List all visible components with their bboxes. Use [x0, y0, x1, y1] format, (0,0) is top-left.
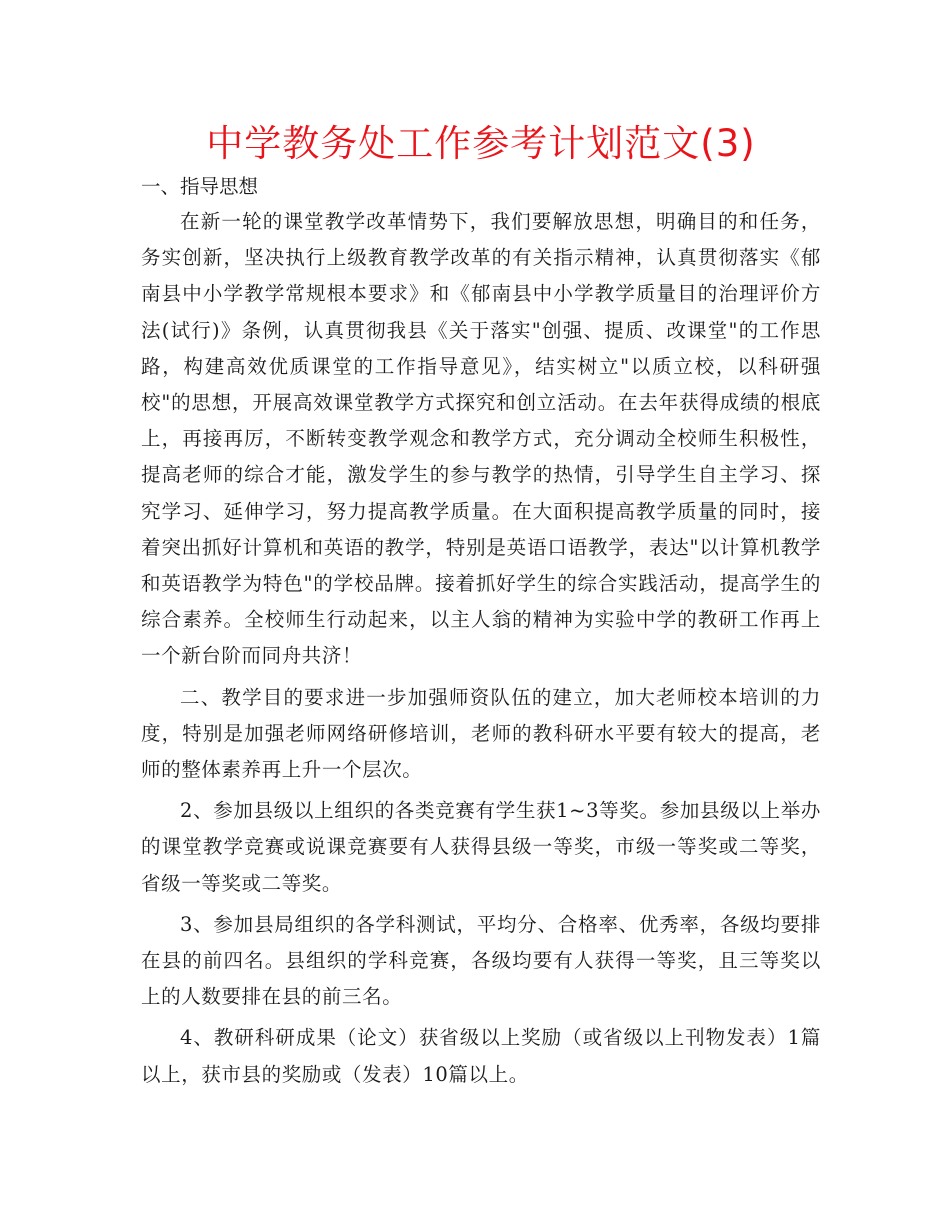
paragraph-guiding-thought: 在新一轮的课堂教学改革情势下，我们要解放思想，明确目的和任务，务实创新，坚决执行上级教育教学改革的有关指示精神，认真贯彻落实《郁南县中小学教学常规根本要求》和《郁南县中小学教学质量目的治理评价方法(试行)》条例，认真贯彻我县《关于落实"创强、提质、改课堂"的工作思路，构建高效优质课堂的工作指导意见》，结实树立"以质立校，以科研强校"的思想，开展高效课堂教学方式探究和创立活动。在去年获得成绩的根底上，再接再厉，不断转变教学观念和教学方式，充分调动全校师生积极性，提高老师的综合才能，激发学生的参与教学的热情，引导学生自主学习、探究学习、延伸学习，努力提高教学质量。在大面积提高教学质量的同时，接着突出抓好计算机和英语的教学，特别是英语口语教学，表达"以计算机教学和英语教学为特色"的学校品牌。接着抓好学生的综合实践活动，提高学生的综合素养。全校师生行动起来，以主人翁的精神为实验中学的教研工作再上一个新台阶而同舟共济！ [141, 210, 821, 668]
document-title: 中学教务处工作参考计划范文(3) [206, 122, 756, 165]
paragraph-teaching-goals: 二、教学目的要求进一步加强师资队伍的建立，加大老师校本培训的力度，特别是加强老师网络研修培训，老师的教科研水平要有较大的提高，老师的整体素养再上升一个层次。 [141, 685, 821, 782]
section-heading: 一、指导思想 [141, 175, 259, 198]
paragraph-item-2: 2、参加县级以上组织的各类竞赛有学生获1~3等奖。参加县级以上举办的课堂教学竞赛或说课竞赛要有人获得县级一等奖，市级一等奖或二等奖，省级一等奖或二等奖。 [141, 799, 821, 895]
paragraph-item-4: 4、教研科研成果（论文）获省级以上奖励（或省级以上刊物发表）1篇以上，获市县的奖励或（发表）10篇以上。 [141, 1026, 821, 1086]
paragraph-item-3: 3、参加县局组织的各学科测试，平均分、合格率、优秀率，各级均要排在县的前四名。县组织的学科竞赛，各级均要有人获得一等奖，且三等奖以上的人数要排在县的前三名。 [141, 912, 821, 1009]
document-page [141, 118, 821, 1093]
